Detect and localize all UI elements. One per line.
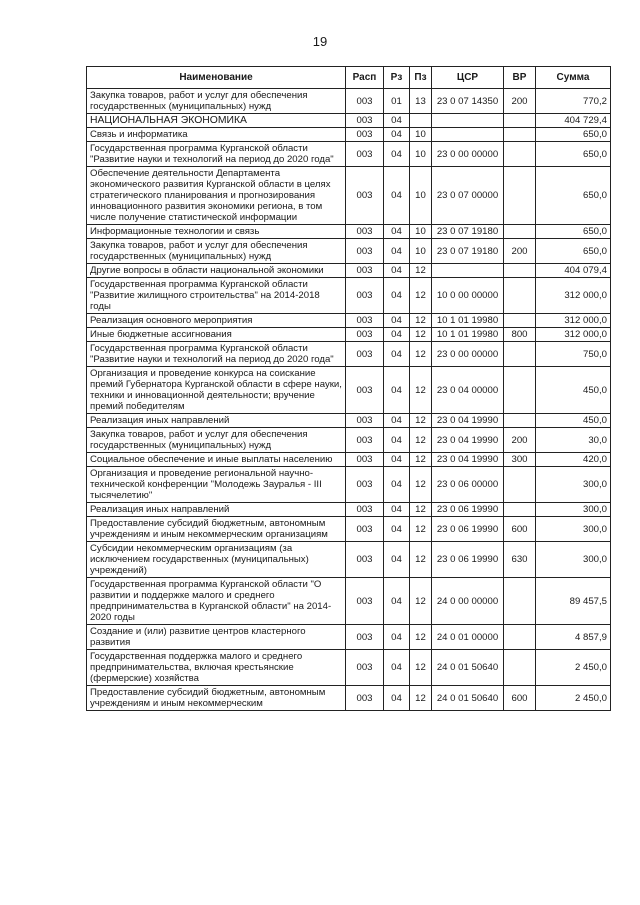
- cell-rasp: 003: [346, 328, 384, 342]
- cell-pz: 12: [410, 264, 432, 278]
- cell-sum: 30,0: [536, 428, 611, 453]
- cell-name: Закупка товаров, работ и услуг для обеспечения государственных (муниципальных) нужд: [87, 89, 346, 114]
- cell-pz: 12: [410, 342, 432, 367]
- cell-name: Реализация иных направлений: [87, 503, 346, 517]
- cell-rasp: 003: [346, 503, 384, 517]
- cell-vr: [504, 503, 536, 517]
- cell-csr: 10 1 01 19980: [432, 328, 504, 342]
- cell-pz: 10: [410, 142, 432, 167]
- header-name: Наименование: [87, 67, 346, 89]
- cell-pz: 12: [410, 367, 432, 414]
- cell-rz: 01: [384, 89, 410, 114]
- cell-csr: 23 0 04 19990: [432, 414, 504, 428]
- cell-name: Государственная программа Курганской области "Развитие жилищного строительства" на 2014-2018 годы: [87, 278, 346, 314]
- table-row: [87, 414, 611, 428]
- table-row: [87, 578, 611, 625]
- cell-csr: 23 0 07 00000: [432, 167, 504, 225]
- cell-vr: [504, 467, 536, 503]
- cell-pz: 12: [410, 503, 432, 517]
- cell-rz: 04: [384, 328, 410, 342]
- cell-vr: [504, 167, 536, 225]
- cell-rz: 04: [384, 686, 410, 711]
- cell-rasp: 003: [346, 89, 384, 114]
- cell-rasp: 003: [346, 264, 384, 278]
- cell-pz: 10: [410, 167, 432, 225]
- cell-rz: 04: [384, 367, 410, 414]
- budget-table: [86, 66, 611, 711]
- cell-sum: 420,0: [536, 453, 611, 467]
- cell-csr: 23 0 04 00000: [432, 367, 504, 414]
- cell-vr: [504, 578, 536, 625]
- cell-rz: 04: [384, 428, 410, 453]
- cell-rasp: 003: [346, 467, 384, 503]
- cell-vr: [504, 142, 536, 167]
- cell-rz: 04: [384, 517, 410, 542]
- cell-rasp: 003: [346, 414, 384, 428]
- cell-name: Реализация иных направлений: [87, 414, 346, 428]
- cell-name: Государственная программа Курганской области "Развитие науки и технологий на период до 2020 года": [87, 342, 346, 367]
- cell-vr: [504, 278, 536, 314]
- cell-vr: [504, 625, 536, 650]
- table-row: [87, 114, 611, 128]
- cell-rasp: 003: [346, 686, 384, 711]
- cell-rasp: 003: [346, 278, 384, 314]
- cell-pz: 12: [410, 428, 432, 453]
- table-row: [87, 686, 611, 711]
- cell-rasp: 003: [346, 114, 384, 128]
- cell-rasp: 003: [346, 453, 384, 467]
- cell-csr: 24 0 01 00000: [432, 625, 504, 650]
- cell-csr: 23 0 00 00000: [432, 342, 504, 367]
- cell-rz: 04: [384, 650, 410, 686]
- cell-rasp: 003: [346, 142, 384, 167]
- table-row: [87, 453, 611, 467]
- cell-name: НАЦИОНАЛЬНАЯ ЭКОНОМИКА: [87, 114, 346, 128]
- cell-csr: [432, 128, 504, 142]
- cell-rasp: 003: [346, 517, 384, 542]
- cell-csr: [432, 264, 504, 278]
- cell-name: Информационные технологии и связь: [87, 225, 346, 239]
- cell-pz: 12: [410, 517, 432, 542]
- cell-rz: 04: [384, 414, 410, 428]
- table-row: [87, 167, 611, 225]
- cell-sum: 650,0: [536, 142, 611, 167]
- table-row: [87, 650, 611, 686]
- cell-pz: 10: [410, 225, 432, 239]
- cell-vr: 200: [504, 428, 536, 453]
- cell-pz: 13: [410, 89, 432, 114]
- cell-csr: 24 0 00 00000: [432, 578, 504, 625]
- cell-rasp: 003: [346, 314, 384, 328]
- cell-sum: 650,0: [536, 128, 611, 142]
- table-row: [87, 328, 611, 342]
- cell-vr: 600: [504, 517, 536, 542]
- table-row: [87, 503, 611, 517]
- cell-rz: 04: [384, 114, 410, 128]
- table-row: [87, 225, 611, 239]
- cell-pz: 12: [410, 686, 432, 711]
- header-rz: Рз: [384, 67, 410, 89]
- table-body: [87, 89, 611, 711]
- header-sum: Сумма: [536, 67, 611, 89]
- cell-pz: 10: [410, 239, 432, 264]
- cell-name: Организация и проведение конкурса на соискание премий Губернатора Курганской области в сфере науки, техники и инновационной деятельности; вручение премий победителям: [87, 367, 346, 414]
- cell-name: Обеспечение деятельности Департамента экономического развития Курганской области в целях стратегического планирования и прогнозирования инновационного развития экономики региона, в том числе получение статистической информации: [87, 167, 346, 225]
- cell-rz: 04: [384, 167, 410, 225]
- cell-vr: [504, 342, 536, 367]
- cell-name: Закупка товаров, работ и услуг для обеспечения государственных (муниципальных) нужд: [87, 428, 346, 453]
- cell-name: Организация и проведение региональной научно-технической конференции "Молодежь Зауралья - III тысячелетию": [87, 467, 346, 503]
- table-row: [87, 314, 611, 328]
- cell-sum: 312 000,0: [536, 278, 611, 314]
- cell-sum: 450,0: [536, 367, 611, 414]
- header-rasp: Расп: [346, 67, 384, 89]
- cell-rz: 04: [384, 128, 410, 142]
- table-row: [87, 142, 611, 167]
- cell-pz: 12: [410, 278, 432, 314]
- cell-rz: 04: [384, 278, 410, 314]
- cell-sum: 300,0: [536, 467, 611, 503]
- cell-sum: 750,0: [536, 342, 611, 367]
- cell-rz: 04: [384, 225, 410, 239]
- cell-rasp: 003: [346, 578, 384, 625]
- cell-rz: 04: [384, 578, 410, 625]
- cell-rasp: 003: [346, 542, 384, 578]
- cell-name: Государственная программа Курганской области "О развитии и поддержке малого и среднего предпринимательства в Курганской области" на 2014-2020 годы: [87, 578, 346, 625]
- cell-rasp: 003: [346, 625, 384, 650]
- cell-name: Субсидии некоммерческим организациям (за исключением государственных (муниципальных) учреждений): [87, 542, 346, 578]
- table-row: [87, 128, 611, 142]
- cell-name: Реализация основного мероприятия: [87, 314, 346, 328]
- cell-csr: 23 0 07 19180: [432, 239, 504, 264]
- cell-rz: 04: [384, 342, 410, 367]
- cell-sum: 300,0: [536, 517, 611, 542]
- cell-vr: [504, 314, 536, 328]
- cell-vr: 600: [504, 686, 536, 711]
- cell-vr: [504, 114, 536, 128]
- table-row: [87, 517, 611, 542]
- cell-sum: 2 450,0: [536, 686, 611, 711]
- cell-pz: 12: [410, 414, 432, 428]
- cell-csr: 23 0 07 19180: [432, 225, 504, 239]
- cell-vr: [504, 128, 536, 142]
- cell-vr: [504, 367, 536, 414]
- page-number: 19: [312, 34, 328, 49]
- cell-csr: 23 0 06 19990: [432, 542, 504, 578]
- cell-name: Связь и информатика: [87, 128, 346, 142]
- cell-rz: 04: [384, 625, 410, 650]
- cell-sum: 450,0: [536, 414, 611, 428]
- cell-name: Иные бюджетные ассигнования: [87, 328, 346, 342]
- cell-csr: 23 0 06 19990: [432, 517, 504, 542]
- cell-vr: [504, 414, 536, 428]
- cell-csr: 10 1 01 19980: [432, 314, 504, 328]
- header-pz: Пз: [410, 67, 432, 89]
- cell-vr: 300: [504, 453, 536, 467]
- cell-rasp: 003: [346, 239, 384, 264]
- table-row: [87, 367, 611, 414]
- cell-vr: [504, 225, 536, 239]
- cell-csr: 23 0 06 19990: [432, 503, 504, 517]
- cell-vr: 800: [504, 328, 536, 342]
- cell-csr: 23 0 06 00000: [432, 467, 504, 503]
- cell-sum: 300,0: [536, 503, 611, 517]
- cell-pz: 12: [410, 467, 432, 503]
- cell-rz: 04: [384, 467, 410, 503]
- table-row: [87, 264, 611, 278]
- cell-name: Создание и (или) развитие центров кластерного развития: [87, 625, 346, 650]
- cell-name: Закупка товаров, работ и услуг для обеспечения государственных (муниципальных) нужд: [87, 239, 346, 264]
- cell-rz: 04: [384, 542, 410, 578]
- cell-sum: 404 079,4: [536, 264, 611, 278]
- cell-csr: 23 0 04 19990: [432, 453, 504, 467]
- cell-sum: 2 450,0: [536, 650, 611, 686]
- cell-vr: [504, 264, 536, 278]
- cell-rz: 04: [384, 314, 410, 328]
- table-row: [87, 239, 611, 264]
- cell-rz: 04: [384, 453, 410, 467]
- cell-name: Государственная программа Курганской области "Развитие науки и технологий на период до 2020 года": [87, 142, 346, 167]
- cell-rasp: 003: [346, 225, 384, 239]
- cell-sum: 650,0: [536, 225, 611, 239]
- table-row: [87, 342, 611, 367]
- table-row: [87, 428, 611, 453]
- cell-rasp: 003: [346, 367, 384, 414]
- cell-sum: 89 457,5: [536, 578, 611, 625]
- cell-pz: 12: [410, 625, 432, 650]
- cell-rz: 04: [384, 142, 410, 167]
- cell-rz: 04: [384, 264, 410, 278]
- cell-csr: 10 0 00 00000: [432, 278, 504, 314]
- cell-name: Предоставление субсидий бюджетным, автономным учреждениям и иным некоммерческим организациям: [87, 517, 346, 542]
- cell-csr: 24 0 01 50640: [432, 686, 504, 711]
- table-row: [87, 467, 611, 503]
- cell-csr: 24 0 01 50640: [432, 650, 504, 686]
- cell-rz: 04: [384, 239, 410, 264]
- cell-pz: 10: [410, 128, 432, 142]
- cell-vr: 200: [504, 239, 536, 264]
- table-header-row: [87, 67, 611, 89]
- cell-rasp: 003: [346, 342, 384, 367]
- cell-rasp: 003: [346, 167, 384, 225]
- cell-sum: 312 000,0: [536, 328, 611, 342]
- cell-pz: 12: [410, 328, 432, 342]
- cell-sum: 300,0: [536, 542, 611, 578]
- cell-name: Социальное обеспечение и иные выплаты населению: [87, 453, 346, 467]
- cell-vr: 200: [504, 89, 536, 114]
- cell-sum: 312 000,0: [536, 314, 611, 328]
- table-row: [87, 278, 611, 314]
- table-row: [87, 542, 611, 578]
- cell-pz: 12: [410, 578, 432, 625]
- cell-csr: [432, 114, 504, 128]
- cell-rasp: 003: [346, 650, 384, 686]
- cell-vr: 630: [504, 542, 536, 578]
- cell-pz: 12: [410, 542, 432, 578]
- cell-sum: 650,0: [536, 167, 611, 225]
- cell-pz: 12: [410, 314, 432, 328]
- header-vr: ВР: [504, 67, 536, 89]
- cell-name: Другие вопросы в области национальной экономики: [87, 264, 346, 278]
- table-row: [87, 89, 611, 114]
- cell-rasp: 003: [346, 128, 384, 142]
- cell-sum: 770,2: [536, 89, 611, 114]
- cell-name: Государственная поддержка малого и среднего предпринимательства, включая крестьянские (фермерские) хозяйства: [87, 650, 346, 686]
- cell-sum: 404 729,4: [536, 114, 611, 128]
- cell-csr: 23 0 00 00000: [432, 142, 504, 167]
- cell-vr: [504, 650, 536, 686]
- cell-csr: 23 0 07 14350: [432, 89, 504, 114]
- table-row: [87, 625, 611, 650]
- header-csr: ЦСР: [432, 67, 504, 89]
- cell-sum: 4 857,9: [536, 625, 611, 650]
- cell-rz: 04: [384, 503, 410, 517]
- cell-csr: 23 0 04 19990: [432, 428, 504, 453]
- cell-pz: 12: [410, 650, 432, 686]
- cell-rasp: 003: [346, 428, 384, 453]
- cell-name: Предоставление субсидий бюджетным, автономным учреждениям и иным некоммерческим: [87, 686, 346, 711]
- cell-pz: [410, 114, 432, 128]
- cell-pz: 12: [410, 453, 432, 467]
- cell-sum: 650,0: [536, 239, 611, 264]
